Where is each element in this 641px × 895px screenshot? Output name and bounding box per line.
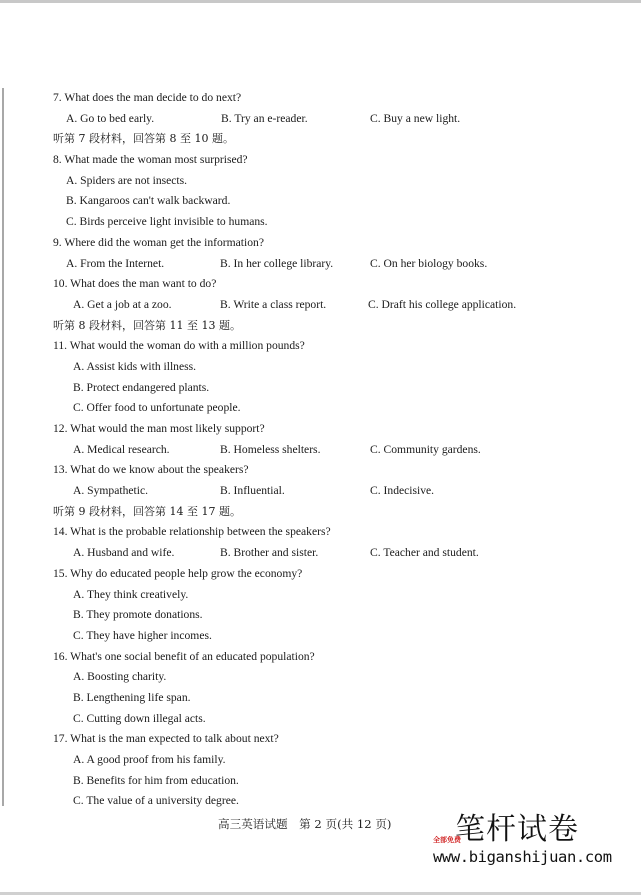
section-instruction: 听第 8 段材料，回答第 11 至 13 题。 <box>53 318 241 332</box>
option-c: C. Birds perceive light invisible to humans. <box>66 215 268 229</box>
watermark-url: www.biganshijuan.com <box>433 848 612 866</box>
question-stem: 11. What would the woman do with a million pounds? <box>53 339 305 353</box>
option-b: B. Kangaroos can't walk backward. <box>66 194 231 208</box>
options-row <box>0 440 641 461</box>
option-b: B. Try an e-reader. <box>221 111 308 125</box>
question-stem: 16. What's one social benefit of an educated population? <box>53 649 315 663</box>
option-a: A. A good proof from his family. <box>73 753 226 766</box>
option-c: C. Draft his college application. <box>368 297 517 311</box>
option-c: C. The value of a university degree. <box>73 794 239 808</box>
option-b: B. Lengthening life span. <box>73 690 191 704</box>
option-b: B. Brother and sister. <box>220 546 319 560</box>
option-c: C. Offer food to unfortunate people. <box>73 401 241 415</box>
watermark-badge: 全部免费 <box>433 836 461 844</box>
options-row <box>0 254 641 275</box>
section-instruction: 听第 9 段材料，回答第 14 至 17 题。 <box>53 504 241 518</box>
question-stem: 9. Where did the woman get the information? <box>53 235 264 249</box>
question-stem: 15. Why do educated people help grow the economy? <box>53 566 303 580</box>
question-stem: 13. What do we know about the speakers? <box>53 463 249 477</box>
exam-content <box>0 88 641 812</box>
option-c: C. Indecisive. <box>370 484 435 498</box>
option-b: B. Homeless shelters. <box>220 442 321 456</box>
options-row <box>0 481 641 502</box>
option-c: C. On her biology books. <box>370 256 488 270</box>
question-stem: 12. What would the man most likely support? <box>53 422 265 435</box>
page-number-label: 高三英语试题 第 2 页(共 12 页) <box>218 817 392 831</box>
option-a: A. They think creatively. <box>73 587 189 601</box>
option-b: B. Write a class report. <box>220 297 327 311</box>
option-c: C. Cutting down illegal acts. <box>73 711 206 725</box>
question-stem: 14. What is the probable relationship between the speakers? <box>53 525 331 539</box>
option-a: A. Assist kids with illness. <box>73 359 197 373</box>
options-row <box>0 295 641 316</box>
option-a: A. From the Internet. <box>66 256 165 270</box>
option-a: A. Get a job at a zoo. <box>73 297 172 311</box>
option-c: C. Community gardens. <box>370 442 481 456</box>
section-instruction: 听第 7 段材料，回答第 8 至 10 题。 <box>53 132 234 146</box>
option-a: A. Husband and wife. <box>73 546 175 560</box>
question-stem: 7. What does the man decide to do next? <box>53 91 242 104</box>
option-b: B. They promote donations. <box>73 608 203 622</box>
option-b: B. Benefits for him from education. <box>73 773 239 787</box>
option-a: A. Boosting charity. <box>73 670 167 684</box>
options-row <box>0 543 641 564</box>
options-row <box>0 109 641 130</box>
option-c: C. Buy a new light. <box>370 111 461 125</box>
option-c: C. Teacher and student. <box>370 546 479 560</box>
option-b: B. Influential. <box>220 484 285 498</box>
watermark-logo <box>433 813 613 873</box>
option-a: A. Medical research. <box>73 442 170 456</box>
option-b: B. In her college library. <box>220 256 334 270</box>
top-border <box>0 0 641 3</box>
question-stem: 17. What is the man expected to talk about next? <box>53 732 279 746</box>
option-c: C. They have higher incomes. <box>73 628 212 642</box>
question-stem: 10. What does the man want to do? <box>53 277 217 291</box>
question-stem: 8. What made the woman most surprised? <box>53 153 248 167</box>
option-b: B. Protect endangered plants. <box>73 380 210 394</box>
watermark-title: 笔杆试卷 <box>455 812 579 847</box>
option-a: A. Sympathetic. <box>73 484 149 498</box>
option-a: A. Go to bed early. <box>66 111 155 125</box>
option-a: A. Spiders are not insects. <box>66 173 188 187</box>
